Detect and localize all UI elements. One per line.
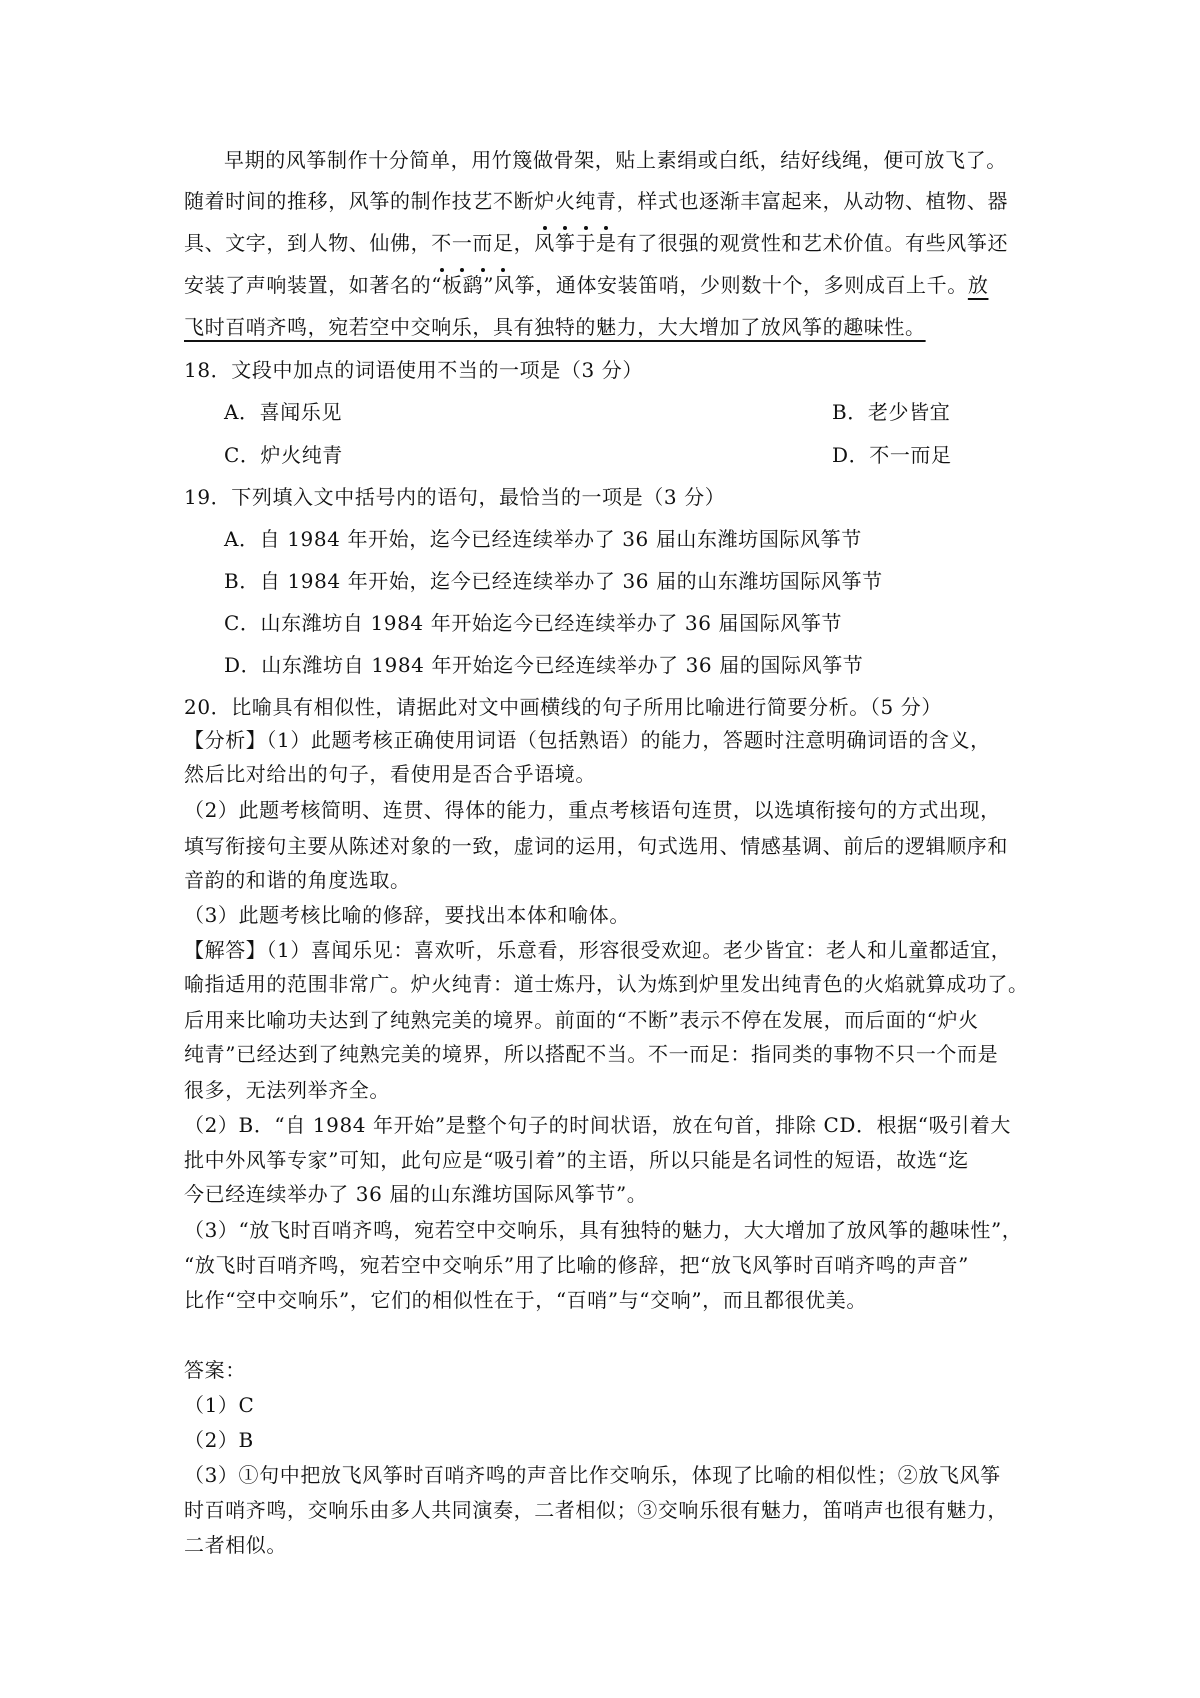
question-19-option-a: A．自 1984 年开始，迄今已经连续举办了 36 届山东潍坊国际风筝节 bbox=[224, 527, 862, 551]
passage-text: ，风筝于是有了很强的观赏性和艺术价值。有些风筝还 bbox=[513, 231, 1009, 255]
passage-line-2 bbox=[184, 179, 1008, 223]
option-d: D．不一而足 bbox=[832, 443, 952, 467]
passage-text: 具、文字，到人物、仙佛， bbox=[184, 231, 432, 255]
answer-line: （1）C bbox=[184, 1393, 255, 1417]
dotted-char: 炉 bbox=[534, 179, 555, 223]
answer-line: 二者相似。 bbox=[184, 1533, 287, 1557]
option-b: B．老少皆宜 bbox=[832, 400, 951, 424]
analysis-line: 填写衔接句主要从陈述对象的一致，虚词的运用，句式选用、情感基调、前后的逻辑顺序和 bbox=[184, 834, 1008, 858]
solution-line: （2）B．“自 1984 年开始”是整个句子的时间状语，放在句首，排除 CD．根据“吸引着大 bbox=[184, 1113, 1012, 1137]
passage-line-3 bbox=[184, 221, 1008, 265]
solution-line: 今已经连续举办了 36 届的山东潍坊国际风筝节”。 bbox=[184, 1182, 648, 1206]
solution-line: 后用来比喻功夫达到了纯熟完美的境界。前面的“不断”表示不停在发展，而后面的“炉火 bbox=[184, 1008, 979, 1032]
answers-heading: 答案： bbox=[184, 1358, 246, 1382]
passage-line-4 bbox=[184, 263, 988, 307]
solution-line: 批中外风筝专家”可知，此句应是“吸引着”的主语，所以只能是名词性的短语，故选“迄 bbox=[184, 1148, 969, 1172]
solution-line: “放飞时百哨齐鸣，宛若空中交响乐”用了比喻的修辞，把“放飞风筝时百哨齐鸣的声音” bbox=[184, 1253, 969, 1277]
option-a: A．喜闻乐见 bbox=[224, 400, 343, 424]
analysis-line: 然后比对给出的句子，看使用是否合乎语境。 bbox=[184, 762, 596, 786]
passage-text: ，样式也逐渐丰富起来，从动物、植物、器 bbox=[616, 189, 1009, 213]
dotted-char: 纯 bbox=[575, 179, 596, 223]
question-19-option-d: D．山东潍坊自 1984 年开始迄今已经连续举办了 36 届的国际风筝节 bbox=[224, 653, 864, 677]
question-18-options-row-1 bbox=[224, 391, 1024, 434]
dotted-char: 而 bbox=[472, 221, 493, 265]
analysis-line: 【分析】（1）此题考核正确使用词语（包括熟语）的能力，答题时注意明确词语的含义， bbox=[184, 728, 991, 752]
question-19-option-c: C．山东潍坊自 1984 年开始迄今已经连续举办了 36 届国际风筝节 bbox=[224, 611, 843, 635]
question-18-stem: 18．文段中加点的词语使用不当的一项是（3 分） bbox=[184, 358, 643, 382]
solution-line: 很多，无法列举齐全。 bbox=[184, 1078, 390, 1102]
dotted-char: 不 bbox=[431, 221, 452, 265]
analysis-line: 音韵的和谐的角度选取。 bbox=[184, 868, 411, 892]
passage-line-5 bbox=[184, 305, 926, 349]
underlined-text: 飞时百哨齐鸣，宛若空中交响乐，具有独特的魅力，大大增加了放风筝的趣味性。 bbox=[184, 315, 926, 339]
solution-line: 纯青”已经达到了纯熟完美的境界，所以搭配不当。不一而足：指同类的事物不只一个而是 bbox=[184, 1042, 999, 1066]
answer-line: （3）①句中把放飞风筝时百哨齐鸣的声音比作交响乐，体现了比喻的相似性；②放飞风筝 bbox=[184, 1463, 1001, 1487]
question-19-stem: 19．下列填入文中括号内的语句，最恰当的一项是（3 分） bbox=[184, 485, 726, 509]
analysis-line: （3）此题考核比喻的修辞，要找出本体和喻体。 bbox=[184, 903, 630, 927]
dotted-char: 一 bbox=[452, 221, 473, 265]
analysis-line: （2）此题考核简明、连贯、得体的能力，重点考核语句连贯，以选填衔接句的方式出现， bbox=[184, 798, 1001, 822]
dotted-char: 火 bbox=[555, 179, 576, 223]
passage-text: 安装了声响装置，如著名的“板鹞”风筝，通体安装笛哨，少则数十个，多则成百上千。 bbox=[184, 273, 968, 297]
answer-line: 时百哨齐鸣，交响乐由多人共同演奏，二者相似；③交响乐很有魅力，笛哨声也很有魅力， bbox=[184, 1498, 1008, 1522]
answer-line: （2）B bbox=[184, 1428, 254, 1452]
option-c: C．炉火纯青 bbox=[224, 443, 343, 467]
passage-text: 早期的风筝制作十分简单，用竹篾做骨架，贴上素绢或白纸，结好线绳，便可放飞了。 bbox=[224, 148, 1007, 172]
solution-line: 比作“空中交响乐”，它们的相似性在于，“百哨”与“交响”，而且都很优美。 bbox=[184, 1288, 867, 1312]
question-19-option-b: B．自 1984 年开始，迄今已经连续举办了 36 届的山东潍坊国际风筝节 bbox=[224, 569, 883, 593]
question-18-options-row-2 bbox=[224, 434, 1024, 477]
question-20-stem: 20．比喻具有相似性，请据此对文中画横线的句子所用比喻进行简要分析。（5 分） bbox=[184, 695, 942, 719]
dotted-char: 青 bbox=[596, 179, 617, 223]
dotted-char: 足 bbox=[493, 221, 514, 265]
solution-line: 喻指适用的范围非常广。炉火纯青：道士炼丹，认为炼到炉里发出纯青色的火焰就算成功了。 bbox=[184, 972, 1029, 996]
solution-line: 【解答】（1）喜闻乐见：喜欢听，乐意看，形容很受欢迎。老少皆宜：老人和儿童都适宜， bbox=[184, 938, 1012, 962]
solution-line: （3）“放飞时百哨齐鸣，宛若空中交响乐，具有独特的魅力，大大增加了放风筝的趣味性”， bbox=[184, 1218, 1023, 1242]
passage-text: 随着时间的推移，风筝的制作技艺不断 bbox=[184, 189, 535, 213]
passage-line-1 bbox=[224, 138, 1007, 182]
underlined-text: 放 bbox=[967, 273, 989, 297]
